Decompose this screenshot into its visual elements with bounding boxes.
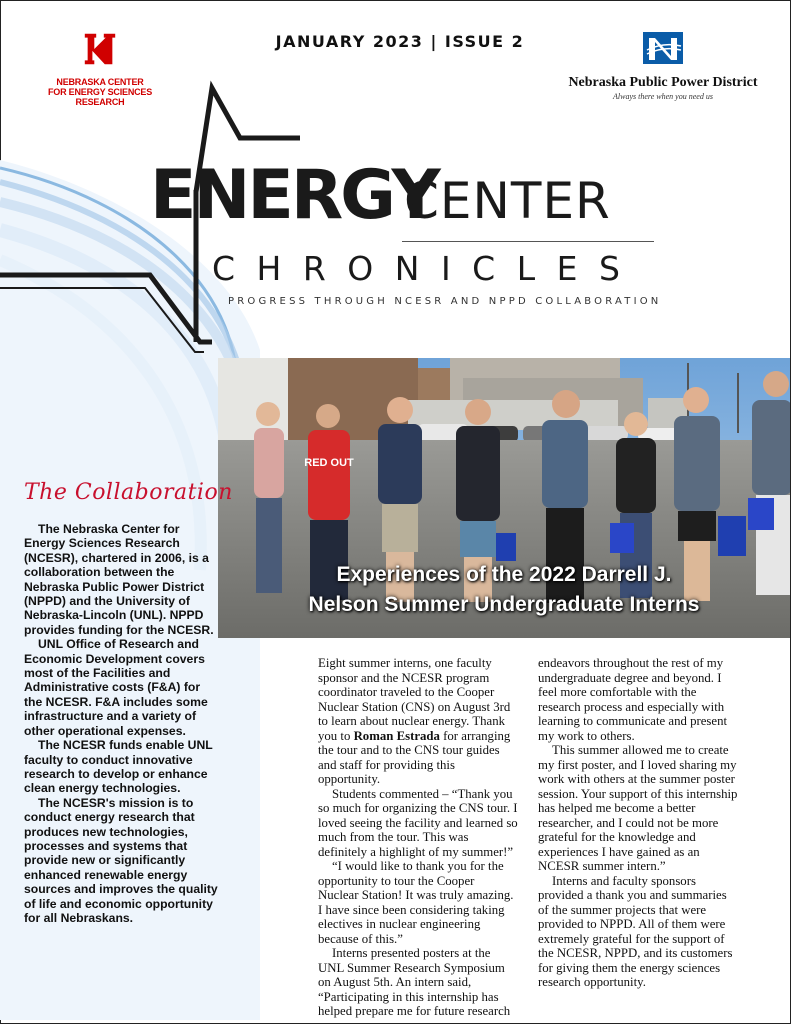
nppd-name: Nebraska Public Power District xyxy=(568,75,758,90)
roman-estrada-name: Roman Estrada xyxy=(353,728,440,743)
headline-line1: Experiences of the 2022 Darrell J. xyxy=(336,563,672,586)
shirt-text: RED OUT xyxy=(304,457,354,469)
article-paragraph: endeavors throughout the rest of my undergraduate degree and beyond. I feel more comfortable with the research process and especially with learning to communicate and present my work to others. xyxy=(538,656,728,743)
masthead-tagline: PROGRESS THROUGH NCESR AND NPPD COLLABORATION xyxy=(228,296,662,307)
issue-date: JANUARY 2023 | ISSUE 2 xyxy=(275,32,525,51)
nppd-tagline: Always there when you need us xyxy=(613,92,713,101)
sidebar-body xyxy=(24,522,220,925)
article-column-1 xyxy=(318,656,518,1019)
photo-headline xyxy=(218,560,790,620)
nppd-mark-icon xyxy=(641,30,685,66)
sidebar-paragraph: The NCESR funds enable UNL faculty to conduct innovative research to develop or enhance clean energy technologies. xyxy=(24,738,213,796)
unl-logo-line2: FOR ENERGY SCIENCES RESEARCH xyxy=(47,87,153,107)
masthead-center: CENTER xyxy=(404,172,611,230)
sidebar-title: The Collaboration xyxy=(24,480,233,505)
sidebar-paragraph: UNL Office of Research and Economic Development covers most of the Facilities and Administrative costs (F&A) for the NCESR. F&A includes some infrastructure and a variety of other operational expenses. xyxy=(24,637,208,738)
article-paragraph xyxy=(318,656,518,787)
headline-line2: Nelson Summer Undergraduate Interns xyxy=(308,593,700,616)
article-paragraph: Interns and faculty sponsors provided a thank you and summaries of the summer projects that were provided to NPPD. All of them were extremely grateful for the support of the NCESR, NPPD, and its customers for giving them the energy sciences research opportunity. xyxy=(538,873,733,989)
article-text: Eight summer interns, one faculty sponsor and the NCESR program coordinator traveled to the Cooper Nuclear Station (CNS) on August 3rd to learn about nuclear energy. Thank you to xyxy=(318,656,511,743)
article-paragraph: Students commented – “Thank you so much for organizing the CNS tour. I loved seeing the facility and learned so much from the tour. This was definitely a highlight of my summer!” xyxy=(318,786,518,859)
unl-logo-line1: NEBRASKA CENTER xyxy=(56,77,144,87)
masthead-chronicles: CHRONICLES xyxy=(212,249,642,288)
article-paragraph: This summer allowed me to create my first poster, and I loved sharing my work with others at the summer poster session. Your support of this internship has helped me become a better researcher, and I could not be more grateful for the knowledge and experiences I have gained as an NCESR summer intern.” xyxy=(538,743,738,873)
unl-n-logo-icon xyxy=(81,30,119,68)
sidebar-paragraph: The Nebraska Center for Energy Sciences Research (NCESR), chartered in 2006, is a collaboration between the Nebraska Public Power District (NPPD) and the University of Nebraska-Lincoln (UNL). NPPD provides funding for the NCESR. xyxy=(24,522,214,637)
article-text: for arranging the tour and to the CNS tour guides and staff for providing this opportunity. xyxy=(318,728,511,786)
masthead-rule xyxy=(402,241,654,242)
article-column-2 xyxy=(538,656,738,990)
article-paragraph: “I would like to thank you for the opportunity to tour the Cooper Nuclear Station! It was truly amazing. I have since been considering taking electives in nuclear engineering because of this.” xyxy=(318,859,514,946)
article-paragraph: Interns presented posters at the UNL Summer Research Symposium on August 5th. An intern said, “Participating in this internship has helped prepare me for future research xyxy=(318,946,511,1018)
sidebar-paragraph: The NCESR's mission is to conduct energy research that produces new technologies, processes and systems that provide new or significantly enhanced renewable energy sources and improves the quality of life and economic opportunity for all Nebraskans. xyxy=(24,795,218,925)
masthead-energy: ENERGY xyxy=(150,156,438,235)
